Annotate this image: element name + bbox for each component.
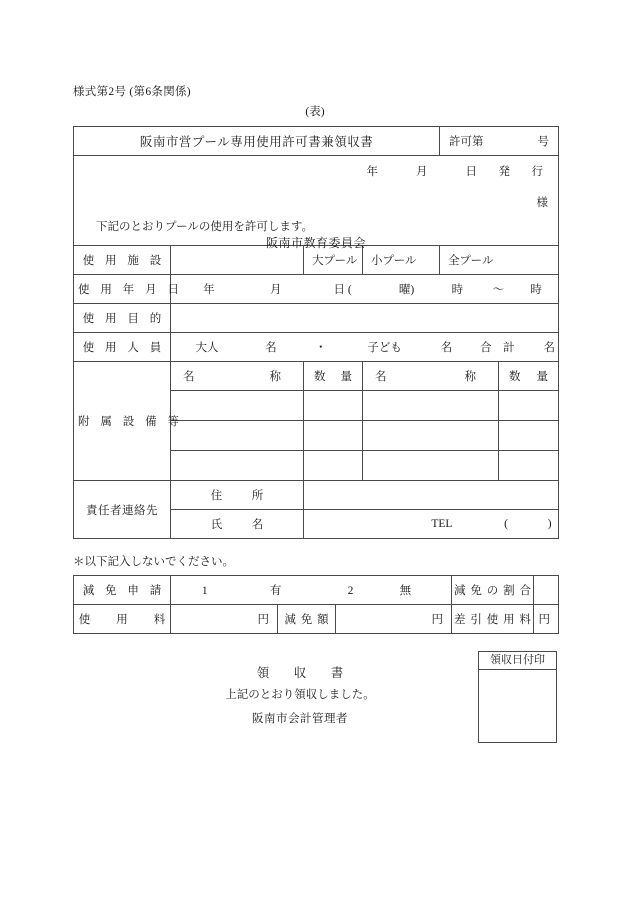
permit-number-label: 許可第 [449,136,484,148]
equipment-name-header-2 [363,362,499,391]
net-fee-unit[interactable]: 円 [534,605,559,634]
fee-table [73,575,559,634]
equipment-qty-char-2: 量 [340,371,352,383]
responsible-address-label: 住 所 [171,481,304,510]
permit-main-table [73,126,559,539]
use-date-label: 使 用 年 月 日 [74,275,171,304]
equipment-qty-2-r2[interactable] [499,421,559,451]
receipt-authority: 阪南市会計管理者 [252,713,348,725]
tel-paren-close: ) [547,518,552,530]
equipment-qty-2-r3[interactable] [499,451,559,481]
adult-unit: 名 [265,342,277,354]
equipment-qty-1-r2[interactable] [304,421,363,451]
issuing-authority: 阪南市教育委員会 [266,236,367,250]
attendance-value[interactable] [171,333,559,362]
equipment-qty-header-1 [304,362,363,391]
equipment-label: 附 属 設 備 等 [74,362,171,481]
attendance-separator: ・ [315,342,327,354]
responsible-label: 責任者連絡先 [74,481,171,539]
reduction-amount-label: 減 免 額 [278,605,336,634]
reduction-option-2-number: 2 [347,585,354,597]
usage-fee-label: 使 用 料 [74,605,171,634]
equipment-name-char-1: 名 [183,371,195,383]
reduction-request-label: 減 免 申 請 [74,576,171,605]
use-date-year: 年 [203,284,215,296]
use-date-value[interactable] [171,275,559,304]
equipment-name-1-r3[interactable] [171,451,304,481]
receipt-statement: 上記のとおり領収しました。 [225,689,375,701]
reduction-ratio-value[interactable] [534,576,559,605]
equipment-name-header-1 [171,362,304,391]
purpose-value[interactable] [171,304,559,333]
facility-option-all[interactable]: 全プール [440,246,559,275]
addressee-honorific: 様 [536,197,549,209]
side-marker: (表) [305,106,325,118]
total-label: 合 計 [480,342,515,354]
use-date-row [74,275,559,304]
reduction-request-row [74,576,559,605]
issue-date-line: 年 月 日 発 行 [366,166,549,178]
equipment-qty-char-1: 数 [314,371,326,383]
attendance-label: 使 用 人 員 [74,333,171,362]
equipment-name-char-2: 称 [269,371,281,383]
title-row [74,127,559,156]
reduction-option-1-text: 有 [269,585,282,597]
receipt-stamp-box [478,651,557,743]
receipt-title: 領 収 書 [256,666,350,680]
reduction-option-1-number: 1 [201,585,208,597]
receipt-stamp-area[interactable] [479,670,556,743]
issue-block [74,156,559,250]
responsible-address-row [74,481,559,510]
reduction-amount-unit[interactable]: 円 [336,605,452,634]
equipment-name-1-r1[interactable] [171,391,304,421]
form-number: 様式第2号 (第6条関係) [73,86,191,98]
equipment-qty-2-r1[interactable] [499,391,559,421]
use-time-end: 時 [530,284,542,296]
equipment-name2-char-2: 称 [464,371,477,383]
do-not-fill-notice: ＊以下記入しないでください。 [73,556,234,568]
equipment-name-2-r3[interactable] [363,451,499,481]
use-time-start: 時 [451,284,464,296]
use-date-day: 日 ( [333,284,352,296]
equipment-qty2-char-1: 数 [509,371,521,383]
equipment-qty-1-r3[interactable] [304,451,363,481]
purpose-label: 使 用 目 的 [74,304,171,333]
equipment-name-2-r1[interactable] [363,391,499,421]
child-unit: 名 [440,342,453,354]
permit-number-cell [440,127,559,156]
reduction-ratio-label: 減 免 の 割 合 [452,576,534,605]
equipment-header-row [74,362,559,391]
fee-amounts-row [74,605,559,634]
responsible-address-value[interactable] [304,481,559,510]
receipt-stamp-label: 領収日付印 [479,652,556,670]
usage-fee-unit[interactable]: 円 [171,605,278,634]
equipment-qty-header-2 [499,362,559,391]
equipment-qty2-char-2: 量 [536,371,549,383]
use-date-weekday: 曜) [398,284,415,296]
document-title: 阪南市営プール専用使用許可書兼領収書 [74,127,440,156]
child-label: 子ども [367,342,402,354]
attendance-row [74,333,559,362]
reduction-option-2-text: 無 [399,585,412,597]
equipment-name-1-r2[interactable] [171,421,304,451]
equipment-name-2-r2[interactable] [363,421,499,451]
net-fee-label: 差 引 使 用 料 [452,605,534,634]
use-time-range-tilde: ～ [492,284,504,296]
facility-option-large[interactable]: 大プール [304,246,363,275]
reduction-request-options[interactable] [171,576,452,605]
equipment-name2-char-1: 名 [375,371,387,383]
adult-label: 大人 [195,342,219,354]
tel-label: TEL [431,518,453,530]
responsible-name-label: 氏 名 [171,510,304,539]
issue-block-row [74,156,559,246]
permission-statement: 下記のとおりプールの使用を許可します。 [96,221,314,233]
purpose-row [74,304,559,333]
permit-number-suffix: 号 [537,136,550,148]
use-date-month: 月 [270,284,282,296]
tel-paren-open: ( [504,518,508,530]
equipment-qty-1-r1[interactable] [304,391,363,421]
facility-option-small[interactable]: 小プール [363,246,440,275]
facility-label: 使 用 施 設 [74,246,171,275]
total-unit: 名 [543,342,555,354]
responsible-name-value[interactable] [304,510,559,539]
